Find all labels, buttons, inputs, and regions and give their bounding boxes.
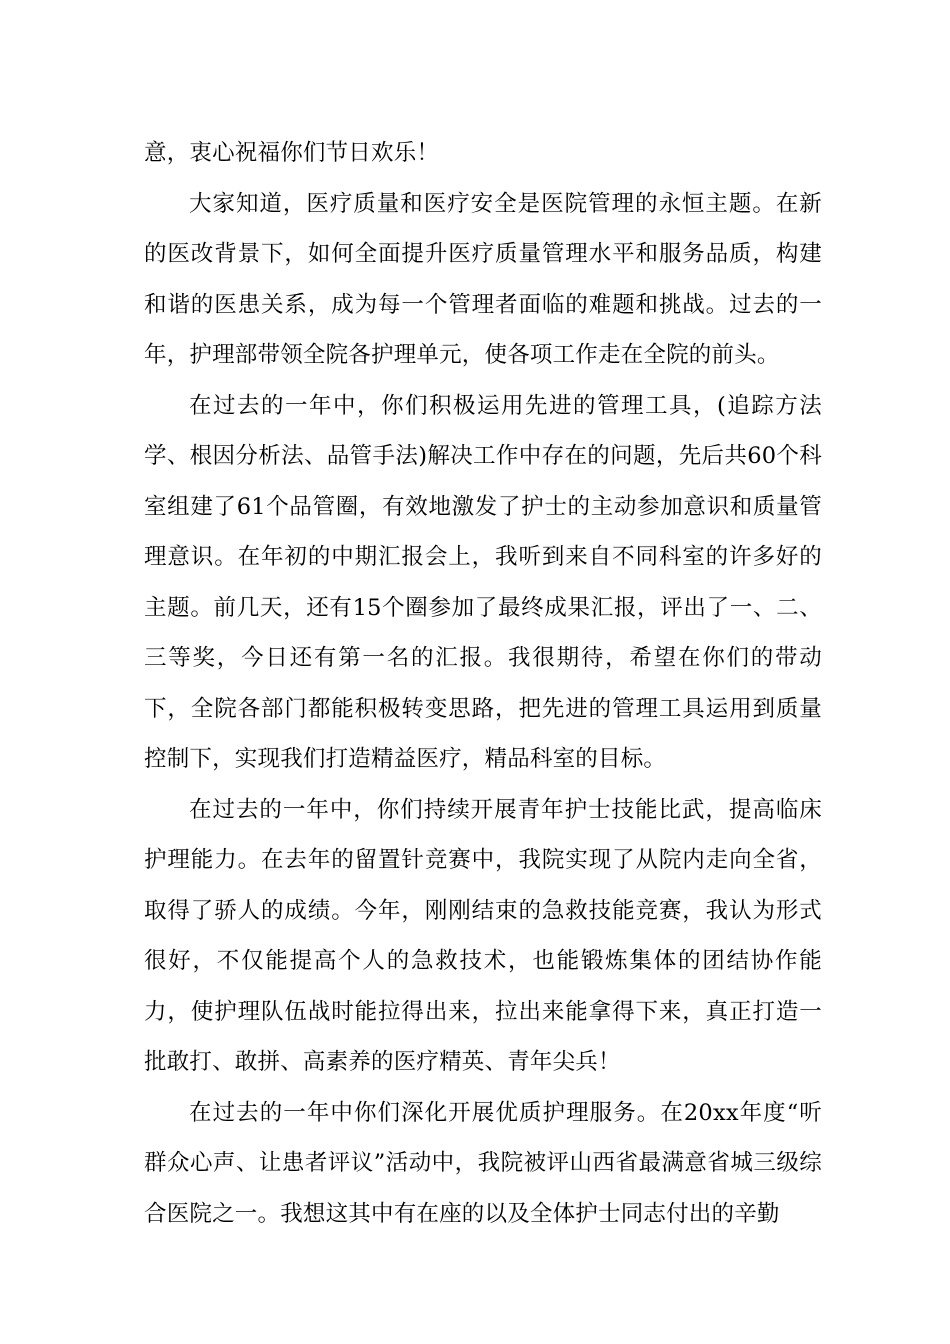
paragraph-quality-nursing: 在过去的一年中你们深化开展优质护理服务。在20xx年度“听群众心声、让患者评议”活动中，我院被评山西省最满意省城三级综合医院之一。我想这其中有在座的以及全体护士同志付出的辛勤 — [144, 1099, 822, 1227]
paragraph-management-tools: 在过去的一年中，你们积极运用先进的管理工具，(追踪方法学、根因分析法、品管手法)解决工作中存在的问题，先后共60个科室组建了61个品管圈，有效地激发了护士的主动参加意识和质量管理意识。在年初的中期汇报会上，我听到来自不同科室的许多好的主题。前几天，还有15个圈参加了最终成果汇报，评出了一、二、三等奖，今日还有第一名的汇报。我很期待，希望在你们的带动下，全院各部门都能积极转变思路，把先进的管理工具运用到质量控制下，实现我们打造精益医疗，精品科室的目标。 — [144, 392, 822, 772]
paragraph-skills-competition: 在过去的一年中，你们持续开展青年护士技能比武，提高临床护理能力。在去年的留置针竞赛中，我院实现了从院内走向全省，取得了骄人的成绩。今年，刚刚结束的急救技能竞赛，我认为形式很好，不仅能提高个人的急救技术，也能锻炼集体的团结协作能力，使护理队伍战时能拉得出来，拉出来能拿得下来，真正打造一批敢打、敢拼、高素养的医疗精英、青年尖兵！ — [144, 796, 822, 1075]
paragraph-continuation: 意，衷心祝福你们节日欢乐！ — [144, 140, 440, 166]
document-body — [144, 128, 822, 1239]
paragraph-medical-quality: 大家知道，医疗质量和医疗安全是医院管理的永恒主题。在新的医改背景下，如何全面提升医疗质量管理水平和服务品质，构建和谐的医患关系，成为每一个管理者面临的难题和挑战。过去的一年，护理部带领全院各护理单元，使各项工作走在全院的前头。 — [144, 190, 822, 368]
